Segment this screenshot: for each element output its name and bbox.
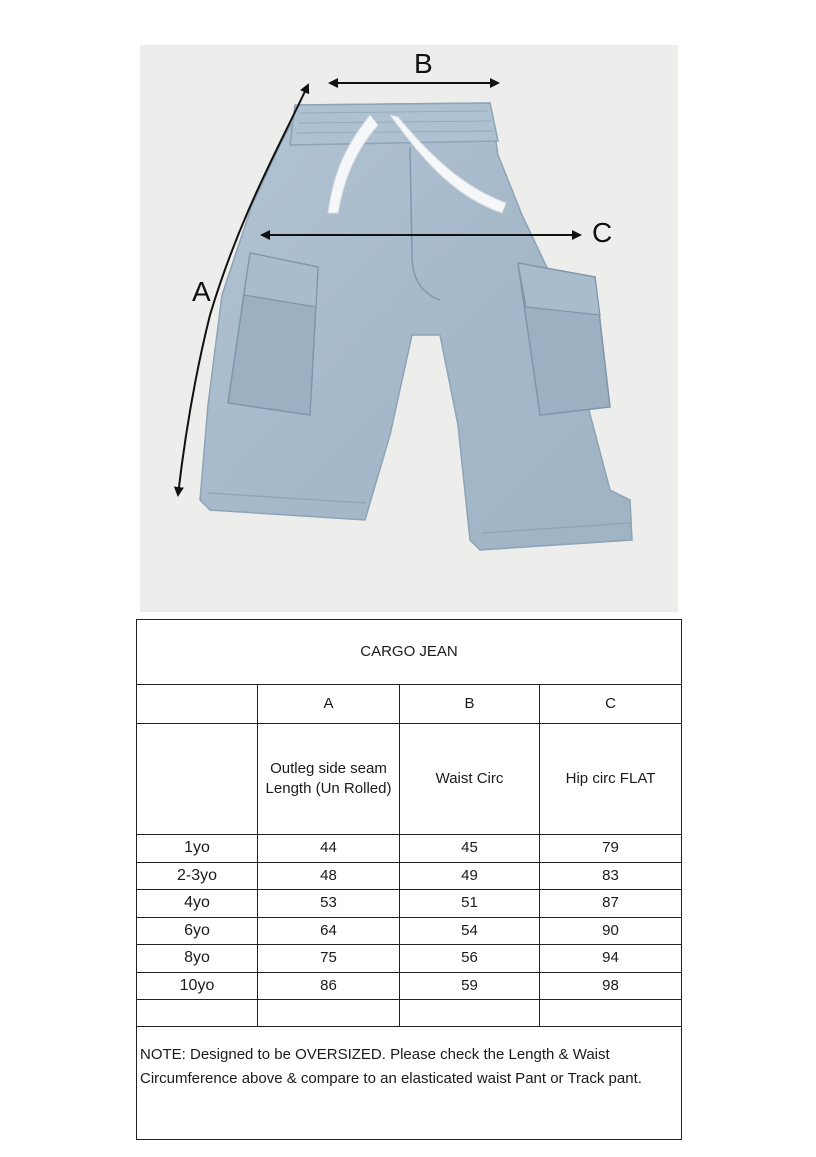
column-descriptions-row: [137, 724, 682, 835]
table-row: [137, 862, 682, 890]
measure-c: 94: [540, 945, 682, 973]
product-photo: [140, 45, 678, 612]
table-row: [137, 835, 682, 863]
label-c: C: [592, 217, 613, 248]
column-description: Hip circ FLAT: [540, 724, 682, 835]
label-a: A: [192, 276, 211, 307]
column-letters-row: [137, 685, 682, 724]
measure-a: 86: [258, 972, 400, 1000]
size-label: 4yo: [137, 890, 258, 918]
label-b: B: [414, 48, 433, 79]
measure-a: 75: [258, 945, 400, 973]
empty-cell: [540, 1000, 682, 1027]
size-label: 6yo: [137, 917, 258, 945]
column-letter: A: [258, 685, 400, 724]
size-chart-table: [136, 619, 682, 1140]
table-row: [137, 890, 682, 918]
size-label: 10yo: [137, 972, 258, 1000]
column-description: Waist Circ: [400, 724, 540, 835]
table-row: [137, 972, 682, 1000]
measure-c: 98: [540, 972, 682, 1000]
measure-c: 87: [540, 890, 682, 918]
cargo-jean-illustration: [140, 45, 678, 612]
table-row: [137, 917, 682, 945]
measure-b: 56: [400, 945, 540, 973]
measure-b: 54: [400, 917, 540, 945]
size-label: 8yo: [137, 945, 258, 973]
size-label: 2-3yo: [137, 862, 258, 890]
measure-a: 53: [258, 890, 400, 918]
measure-a: 64: [258, 917, 400, 945]
waistband: [290, 103, 498, 145]
measure-b: 49: [400, 862, 540, 890]
empty-cell: [137, 1000, 258, 1027]
empty-cell: [258, 1000, 400, 1027]
column-letter: B: [400, 685, 540, 724]
note-cell: [137, 1027, 682, 1140]
column-letter: C: [540, 685, 682, 724]
table-row: [137, 945, 682, 973]
header-empty-cell: [137, 724, 258, 835]
column-description: Outleg side seam Length (Un Rolled): [258, 724, 400, 835]
measure-b: 51: [400, 890, 540, 918]
header-empty-cell: [137, 685, 258, 724]
empty-row: [137, 1000, 682, 1027]
measure-c: 90: [540, 917, 682, 945]
table-title: CARGO JEAN: [137, 620, 682, 685]
measure-b: 45: [400, 835, 540, 863]
empty-cell: [400, 1000, 540, 1027]
measure-b: 59: [400, 972, 540, 1000]
oversized-note: NOTE: Designed to be OVERSIZED. Please check the Length & Waist Circumference above & compare to an elasticated waist Pant or Track pant.: [140, 1046, 642, 1087]
size-label: 1yo: [137, 835, 258, 863]
measure-c: 79: [540, 835, 682, 863]
measure-c: 83: [540, 862, 682, 890]
measure-a: 44: [258, 835, 400, 863]
measure-a: 48: [258, 862, 400, 890]
